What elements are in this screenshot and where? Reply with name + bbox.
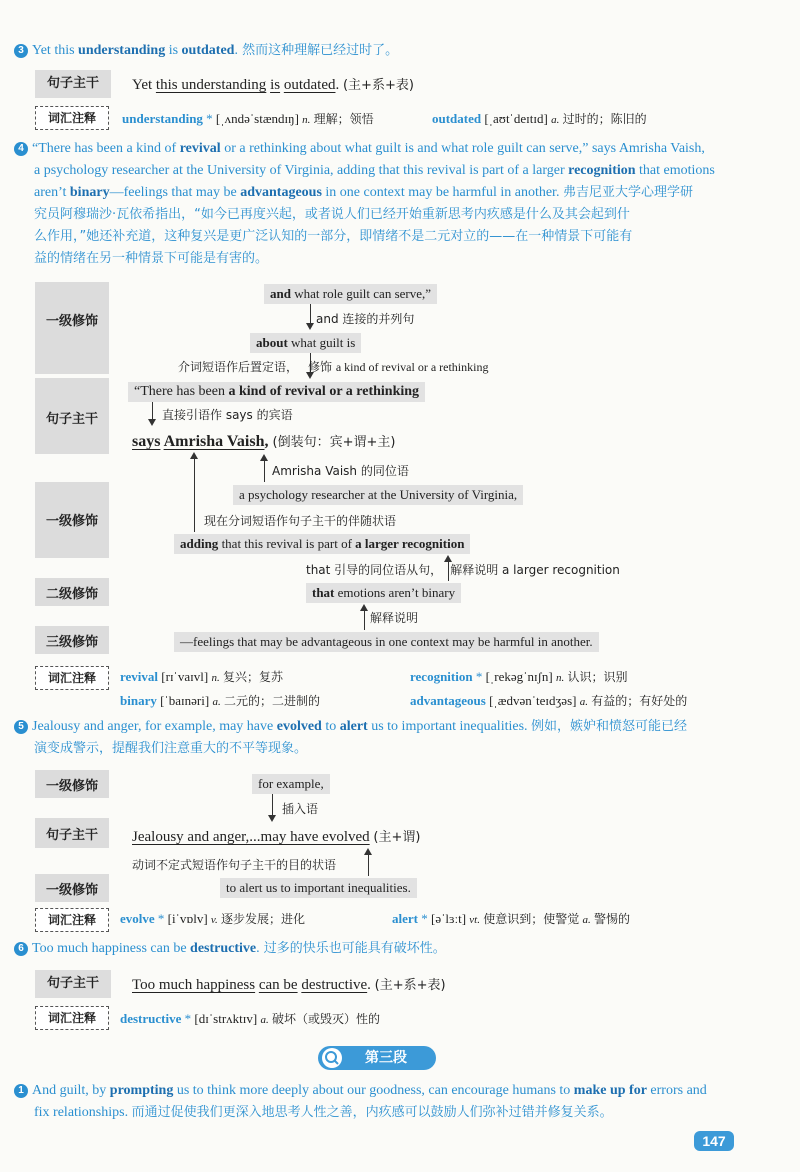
s5-box-alert: to alert us to important inequalities.: [220, 878, 417, 898]
s6-trunk-label: 句子主干: [35, 970, 111, 998]
s4-note-about: 介词短语作后置定语， 修饰 a kind of revival or a rethinking: [178, 360, 489, 374]
s3-trunk: Yet this understanding is outdated. (主+系+表): [132, 77, 414, 93]
s3-vocab-understanding: understanding * [ˌʌndəˈstændɪŋ] n. 理解；领悟: [122, 111, 374, 126]
s5-trunk: Jealousy and anger,...may have evolved (主+谓): [132, 829, 421, 845]
arrow-down-icon: [268, 815, 276, 822]
s4-box-there: “There has been a kind of revival or a rethinking: [128, 382, 425, 402]
s3-number-badge: 3: [14, 44, 28, 58]
s5-note-insert: 插入语: [282, 802, 319, 816]
s4-box-feelings: —feelings that may be advantageous in one context may be harmful in another.: [174, 632, 599, 652]
s3-trunk-label: 句子主干: [35, 70, 111, 98]
s4-label-level1-b: 一级修饰: [35, 482, 109, 558]
s5-label-level1-b: 一级修饰: [35, 874, 109, 902]
connector-line: [152, 402, 153, 420]
s6-trunk: Too much happiness can be destructive. (主+系+表): [132, 977, 446, 993]
s4-label-trunk: 句子主干: [35, 378, 109, 454]
s3-vocab-outdated: outdated [ˌaʊtˈdeɪtɪd] a. 过时的；陈旧的: [432, 111, 647, 126]
s6-number-badge: 6: [14, 942, 28, 956]
s4-note-appositive: Amrisha Vaish 的同位语: [272, 464, 409, 478]
s4-note-that: that 引导的同位语从句， 解释说明 a larger recognition: [306, 563, 620, 577]
s4-vocab-label: 词汇注释: [35, 666, 109, 690]
page-number: 147: [694, 1131, 734, 1151]
s5-label-trunk: 句子主干: [35, 818, 109, 848]
s4-box-that: that emotions aren’t binary: [306, 583, 461, 603]
s4-vocab-revival: revival [rɪˈvaɪvl] n. 复兴；复苏: [120, 669, 283, 684]
connector-line: [272, 794, 273, 816]
s5-label-level1-a: 一级修饰: [35, 770, 109, 798]
connector-line: [194, 458, 195, 532]
s6-sentence: 6 Too much happiness can be destructive. 过多的快乐也可能具有破坏性。: [14, 938, 446, 960]
s4-note-says: 直接引语作 says 的宾语: [162, 408, 293, 422]
s4-number-badge: 4: [14, 142, 28, 156]
search-icon: [322, 1048, 342, 1068]
p3s1-sentence: 1 And guilt, by prompting us to think more deeply about our goodness, can encourage humans to make up for errors and fix relationships. 而通过促使我们更深入地思考人性之善，内疚感可以鼓励人们弥补过错并修复关系。: [14, 1080, 744, 1124]
connector-line: [310, 304, 311, 324]
s5-vocab-alert: alert * [əˈlɜːt] vt. 使意识到；使警觉 a. 警惕的: [392, 911, 631, 926]
p3s1-number-badge: 1: [14, 1084, 28, 1098]
s4-box-and: and what role guilt can serve,”: [264, 284, 437, 304]
connector-line: [368, 854, 369, 876]
s4-label-level3: 三级修饰: [35, 626, 109, 654]
arrow-down-icon: [148, 419, 156, 426]
s5-note-infinitive: 动词不定式短语作句子主干的目的状语: [132, 858, 337, 872]
s4-box-psych: a psychology researcher at the University of Virginia,: [233, 485, 523, 505]
s4-sentence: 4 “There has been a kind of revival or a rethinking about what guilt is and what role guilt can serve,” says Amrisha Vaish, a psychology researcher at the University of Virginia, adding that this revival is part of a larger recognition that emotions aren’t binary—feelings that may be advantageous in one context may be harmful in another. 弗吉尼亚大学心理学研 究员阿穆瑞沙·瓦依希指出，“如今已再度兴起，或者说人们已经开始重新思考内疚感是什么及其会起到什 么作用，”她还补充道，这种复兴是更广泛认知的一部分，即情绪不是二元对立的——在一种情景下可能有 益的情绪在另一种情景下可能是有害的。: [14, 138, 744, 270]
s5-sentence: 5 Jealousy and anger, for example, may have evolved to alert us to important inequalities. 例如，嫉妒和愤怒可能已经 演变成警示，提醒我们注意重大的不平等现象。: [14, 716, 744, 760]
s4-box-about: about what guilt is: [250, 333, 361, 353]
s3-sentence: 3 Yet this understanding is outdated. 然而这种理解已经过时了。: [14, 40, 398, 62]
s5-vocab-label: 词汇注释: [35, 908, 109, 932]
connector-line: [364, 610, 365, 630]
s4-note-explain: 解释说明: [370, 611, 419, 625]
s4-vocab-recognition: recognition * [ˌrekəgˈnɪʃn] n. 认识；识别: [410, 669, 628, 684]
s5-number-badge: 5: [14, 720, 28, 734]
s4-note-adding: 现在分词短语作句子主干的伴随状语: [204, 514, 397, 528]
s5-box-for-example: for example,: [252, 774, 330, 794]
s4-vocab-advantageous: advantageous [ˌædvənˈteɪdʒəs] a. 有益的；有好处的: [410, 693, 688, 708]
connector-line: [264, 460, 265, 482]
s5-vocab-evolve: evolve * [iˈvɒlv] v. 逐步发展；进化: [120, 911, 306, 926]
section-title-pill: [318, 1046, 436, 1070]
arrow-down-icon: [306, 323, 314, 330]
s4-label-level1-a: 一级修饰: [35, 282, 109, 374]
s4-label-level2: 二级修饰: [35, 578, 109, 606]
s6-vocab-destructive: destructive * [dɪˈstrʌktɪv] a. 破坏（或毁灭）性的: [120, 1011, 380, 1026]
s4-note-and: and 连接的并列句: [316, 312, 415, 326]
s6-vocab-label: 词汇注释: [35, 1006, 109, 1030]
s4-vocab-binary: binary [ˈbaɪnəri] a. 二元的；二进制的: [120, 693, 320, 708]
s4-box-adding: adding that this revival is part of a larger recognition: [174, 534, 470, 554]
s3-vocab-label: 词汇注释: [35, 106, 109, 130]
s4-trunk: says Amrisha Vaish, (倒装句：宾+谓+主): [132, 433, 396, 450]
section-title: 第三段: [365, 1050, 407, 1066]
